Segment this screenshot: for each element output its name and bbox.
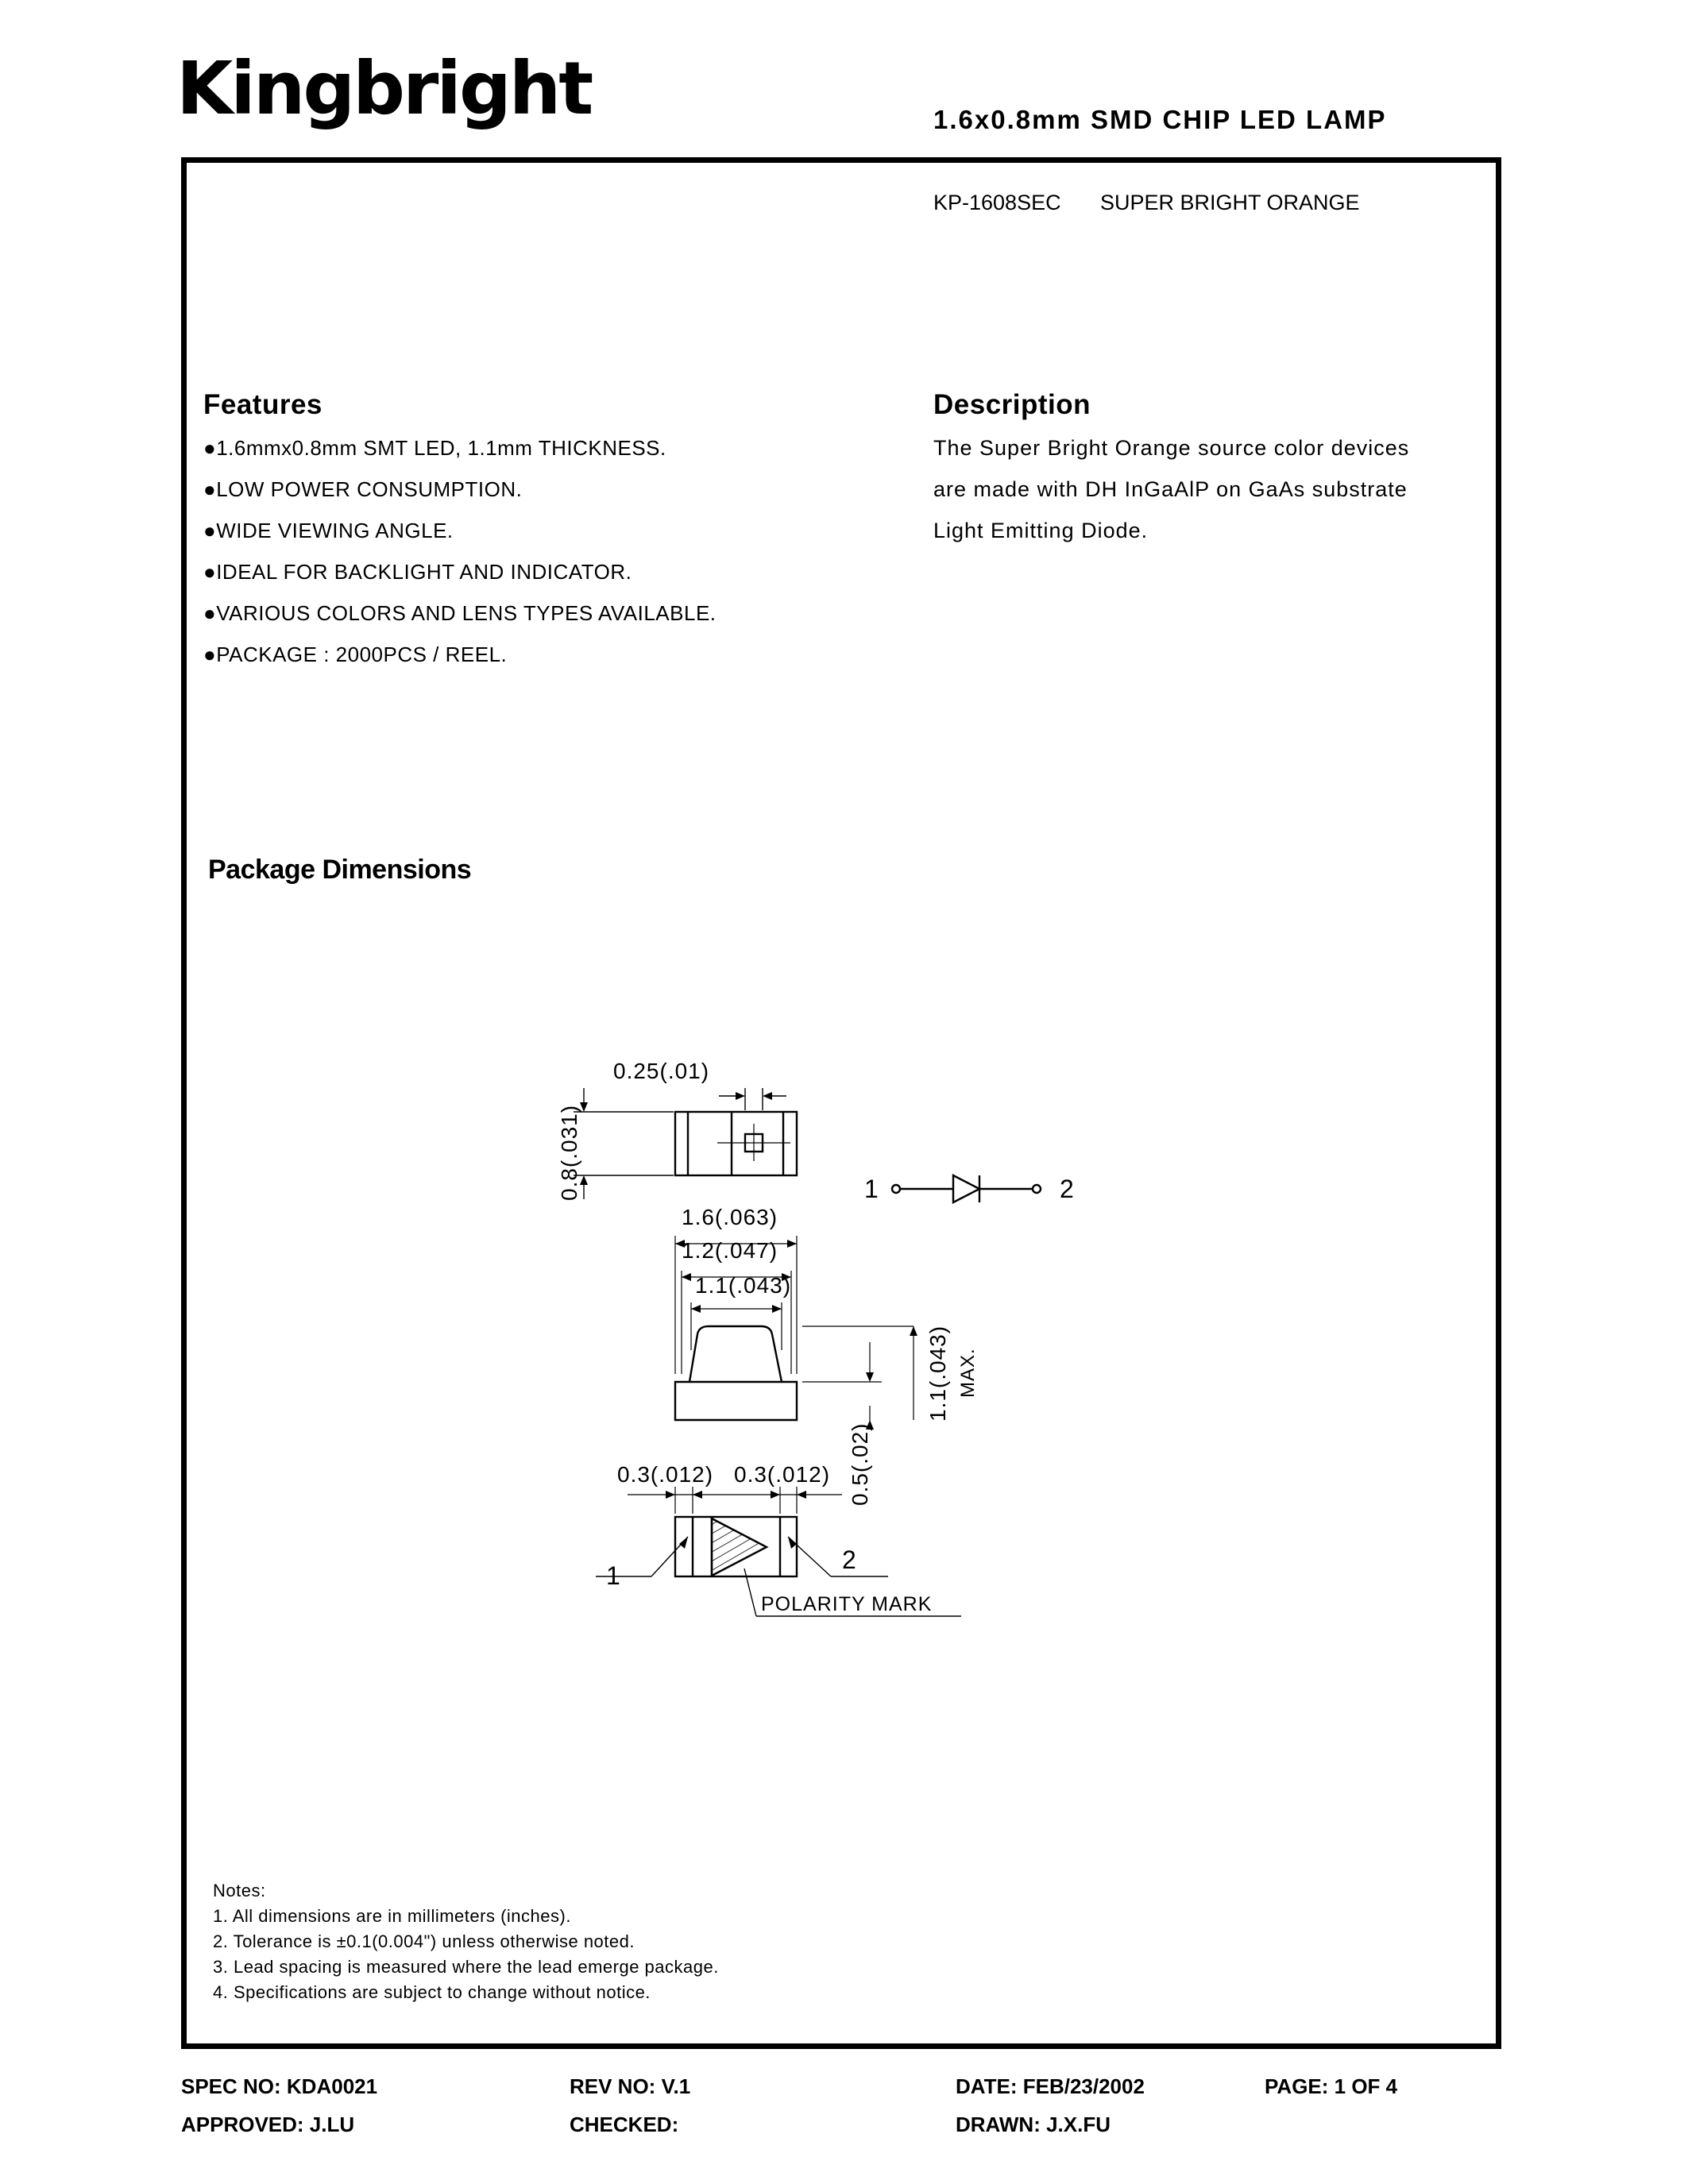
document-title: 1.6x0.8mm SMD CHIP LED LAMP [933, 105, 1387, 134]
footer-spec-no: SPEC NO: KDA0021 [181, 2074, 378, 2098]
feature-item: ●VARIOUS COLORS AND LENS TYPES AVAILABLE. [203, 601, 717, 625]
footer-page: PAGE: 1 OF 4 [1265, 2074, 1398, 2098]
note-item: 1. All dimensions are in millimeters (inches). [213, 1906, 571, 1926]
note-item: 2. Tolerance is ±0.1(0.004") unless otherwise noted. [213, 1931, 635, 1951]
footer-rev-no: REV NO: V.1 [570, 2074, 691, 2098]
bottom-pin-1-label: 1 [606, 1561, 621, 1590]
dim-length-1-2: 1.2(.047) [682, 1238, 778, 1263]
part-name: SUPER BRIGHT ORANGE [1100, 191, 1360, 214]
description-line: The Super Bright Orange source color devices [933, 436, 1410, 460]
dim-length-1-1: 1.1(.043) [695, 1273, 792, 1298]
part-number: KP-1608SEC [933, 191, 1061, 214]
kingbright-logo: Kingbright [176, 46, 592, 131]
dim-top-width: 0.25(.01) [613, 1059, 710, 1083]
dim-height-max: 1.1(.043) [925, 1325, 950, 1422]
dim-top-height: 0.8(.031) [557, 1104, 581, 1201]
dim-base-height: 0.5(.02) [848, 1422, 872, 1506]
footer-approved: APPROVED: J.LU [181, 2113, 355, 2136]
side-view [675, 1236, 914, 1430]
description-line: Light Emitting Diode. [933, 519, 1149, 542]
dim-lead-left: 0.3(.012) [617, 1462, 714, 1487]
notes-title: Notes: [213, 1881, 266, 1900]
footer-drawn: DRAWN: J.X.FU [956, 2113, 1111, 2136]
description-line: are made with DH InGaAlP on GaAs substrate [933, 477, 1408, 501]
footer-checked: CHECKED: [570, 2113, 679, 2136]
feature-item: ●PACKAGE : 2000PCS / REEL. [203, 642, 508, 666]
dim-lead-right: 0.3(.012) [734, 1462, 831, 1487]
features-heading: Features [203, 389, 323, 420]
notes-section [213, 1878, 719, 2005]
description-heading: Description [933, 389, 1091, 420]
top-view [574, 1088, 797, 1199]
diode-symbol [892, 1175, 1041, 1202]
footer-date: DATE: FEB/23/2002 [956, 2074, 1145, 2098]
diode-pin-2-label: 2 [1060, 1175, 1075, 1203]
feature-item: ●LOW POWER CONSUMPTION. [203, 477, 523, 501]
feature-item: ●IDEAL FOR BACKLIGHT AND INDICATOR. [203, 560, 632, 584]
package-dimensions-heading: Package Dimensions [208, 855, 472, 885]
bottom-pin-2-label: 2 [842, 1545, 857, 1574]
dim-max-label: MAX. [957, 1348, 979, 1398]
feature-item: ●1.6mmx0.8mm SMT LED, 1.1mm THICKNESS. [203, 436, 666, 460]
note-item: 3. Lead spacing is measured where the lead emerge package. [213, 1957, 719, 1977]
diode-pin-1-label: 1 [864, 1175, 879, 1203]
note-item: 4. Specifications are subject to change without notice. [213, 1982, 651, 2002]
feature-item: ●WIDE VIEWING ANGLE. [203, 519, 454, 542]
dim-length-1-6: 1.6(.063) [682, 1205, 778, 1229]
polarity-mark-label: POLARITY MARK [761, 1593, 933, 1615]
